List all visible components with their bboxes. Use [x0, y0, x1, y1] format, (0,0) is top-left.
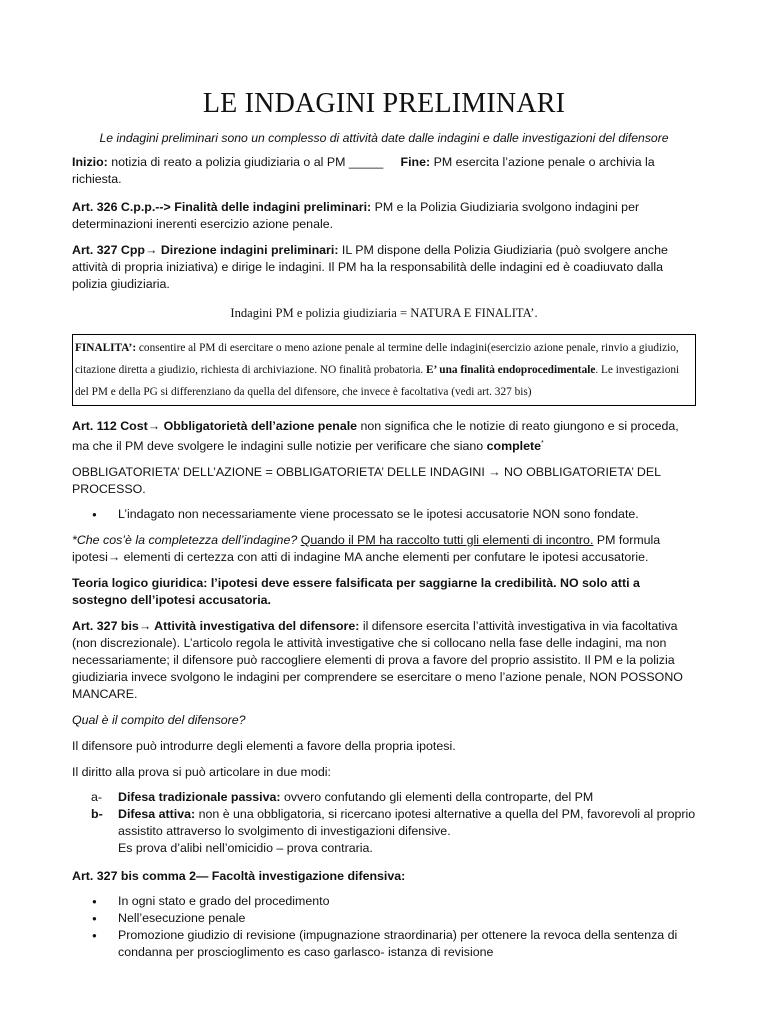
arrow-icon: →: [138, 619, 152, 634]
modi-list: [72, 789, 696, 857]
list-item: b- Difesa attiva: non è una obbligatoria, si ricercano ipotesi alternative a quella del PM, favorevoli al proprio assistito attraverso lo svolgimento di investigazioni difensive. Es prova d’alibi nell’omicidio – prova contraria.: [91, 807, 696, 856]
inizio-line: Inizio: notizia di reato a polizia giudiziaria o al PM _____ Fine: PM esercita l’azione penale o archivia la richiesta.: [72, 155, 655, 186]
indagato-list: [72, 506, 696, 523]
teoria-paragraph: Teoria logico giuridica: l’ipotesi deve essere falsificata per saggiarne la credibilità. NO solo atti a sostegno dell’ipotesi accusatoria.: [72, 576, 640, 608]
list-item: ● Nell’esecuzione penale: [118, 910, 696, 927]
subtitle: Le indagini preliminari sono un complesso di attività date dalle indagini e dalle investigazioni del difensore: [99, 131, 669, 145]
comma-2-list: [72, 893, 696, 961]
diritto-line: Il diritto alla prova si può articolare in due modi:: [72, 765, 331, 780]
page-title: LE INDAGINI PRELIMINARI: [202, 88, 566, 119]
list-item: ● L’indagato non necessariamente viene processato se le ipotesi accusatorie NON sono fondate.: [118, 506, 696, 523]
obbligatorieta-line: OBBLIGATORIETA’ DELL’AZIONE = OBBLIGATORIETA’ DELLE INDAGINI → NO OBBLIGATORIETA’ DEL PROCESSO.: [72, 465, 661, 497]
list-item: a- Difesa tradizionale passiva: ovvero confutando gli elementi della controparte, del PM: [91, 790, 594, 805]
list-item: ● Promozione giudizio di revisione (impugnazione straordinaria) per ottenere la revoca della sentenza di condanna per proscioglimento es caso garlasco- istanza di revisione: [118, 927, 696, 961]
art-327-bis-paragraph: Art. 327 bis→ Attività investigativa del difensore: il difensore esercita l’attività investigativa in via facoltativa (non discrezionale). L’articolo regola le attività investigative che si collocano nella fase delle indagini, ma non necessariamente; il difensore può raccogliere elementi di prova a favore del proprio assistito. Il PM e la polizia giudiziaria invece svolgono le indagini per comprendere se esercitare o meno l’azione penale, NON POSSONO MANCARE.: [72, 619, 683, 702]
arrow-icon: →: [144, 243, 158, 257]
completezza-paragraph: *Che cos’è la completezza dell’indagine? Quando il PM ha raccolto tutti gli elementi di incontro. PM formula ipotesi→ elementi di certezza con atti di indagine MA anche elementi per confutare le ipotesi accusatorie.: [72, 533, 661, 565]
arrow-icon: →: [147, 419, 161, 433]
list-item: ● In ogni stato e grado del procedimento: [118, 893, 696, 910]
difensore-line: Il difensore può introdurre degli elementi a favore della propria ipotesi.: [72, 739, 456, 754]
finalita-box: FINALITA’: consentire al PM di esercitare o meno azione penale al termine delle indagini(esercizio azione penale, rinvio a giudizio, citazione diretta a giudizio, richiesta di archiviazione. NO finalità probatoria. E’ una finalità endoprocedimentale. Le investigazioni del PM e della PG si differenziano da quella del difensore, che invece è facoltativa (vedi art. 327 bis): [72, 334, 696, 406]
art-326-paragraph: Art. 326 C.p.p.--> Finalità delle indagini preliminari: PM e la Polizia Giudiziaria svolgono indagini per determinazioni inerenti esercizio azione penale.: [72, 200, 640, 231]
natura-finalita-line: Indagini PM e polizia giudiziaria = NATURA E FINALITA’.: [230, 306, 538, 320]
comma-2-heading: Art. 327 bis comma 2— Facoltà investigazione difensiva:: [72, 869, 406, 884]
art-327-paragraph: Art. 327 Cpp→ Direzione indagini preliminari: IL PM dispone della Polizia Giudiziaria (può svolgere anche attività di propria iniziativa) e dirige le indagini. Il PM ha la responsabilità delle indagini ed è coadiuvato dalla polizia giudiziaria.: [72, 243, 668, 291]
difensore-question: Qual è il compito del difensore?: [72, 713, 246, 728]
art-112-paragraph: Art. 112 Cost→ Obbligatorietà dell’azione penale non significa che le notizie di reato giungono e si proceda, ma che il PM deve svolgere le indagini sulle notizie per verificare che siano complete*: [72, 419, 679, 454]
